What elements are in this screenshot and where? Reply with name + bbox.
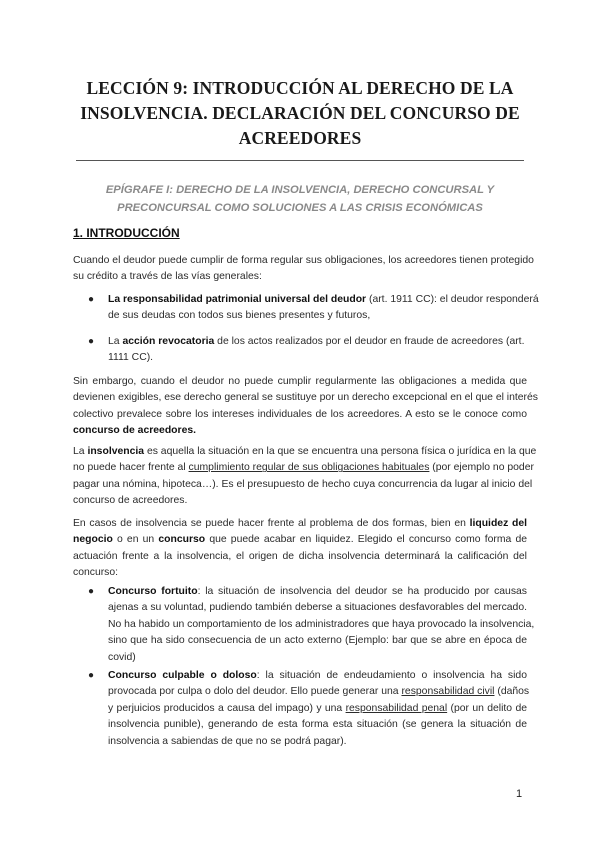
- paragraph-formas: [73, 516, 527, 582]
- bullet-dot: ●: [88, 586, 95, 597]
- text-fragment: : la situación de insolvencia del deudor se ha producido por causas: [197, 586, 528, 597]
- text-fragment: de los actos realizados por el deudor en fraude de acreedores (art.: [214, 336, 525, 347]
- list-item: [108, 292, 539, 325]
- text-line: de sus deudas con todos sus bienes presentes y futuros,: [108, 310, 371, 322]
- underlined-term: responsabilidad civil: [401, 686, 495, 698]
- bold-term: concurso: [158, 534, 206, 546]
- text-fragment: o en un: [112, 534, 159, 546]
- text-fragment: que puede acabar en liquidez. Elegido el concurso como forma de: [205, 534, 527, 546]
- bold-term: concurso de acreedores.: [73, 425, 197, 437]
- text-line: pagar una nómina, hipoteca…). Es el presupuesto de hecho cuya concurrencia da lugar al inicio del: [73, 478, 533, 490]
- text-line: devienen exigibles, ese derecho general se sustituye por un derecho excepcional en el que el interés: [73, 392, 538, 404]
- text-line: sino que ha sido consecuencia de un acto externo (Ejemplo: bar que se abre en época de: [108, 635, 527, 647]
- text-line: Cuando el deudor puede cumplir de forma regular sus obligaciones, los acreedores tienen protegido: [73, 255, 534, 266]
- text-line: 1111 CC).: [108, 352, 154, 364]
- text-line: insolvencia a sabiendas de que no se podrá pagar).: [108, 735, 347, 747]
- list-item: [108, 334, 527, 367]
- paragraph-intro: [73, 253, 534, 286]
- text-fragment: (por un delito de: [447, 702, 527, 714]
- text-line: concurso de acreedores.: [73, 495, 188, 507]
- bullet-dot: ●: [88, 294, 95, 305]
- bold-term: Concurso culpable o doloso: [108, 670, 257, 681]
- page-number: 1: [516, 788, 523, 800]
- bold-term: acción revocatoria: [122, 336, 215, 347]
- underlined-term: responsabilidad penal: [345, 702, 448, 714]
- bullet-dot: ●: [88, 670, 95, 681]
- text-line: insolvencia punible), generando de esta forma esta situación (se genera la situación de: [108, 719, 527, 731]
- text-fragment: En casos de insolvencia se puede hacer frente al problema de dos formas, bien en: [73, 518, 470, 529]
- text-fragment: (daños: [494, 686, 530, 698]
- list-item: [108, 668, 530, 750]
- text-line: su crédito a través de las vías generales:: [73, 271, 262, 283]
- title-line: ACREEDORES: [238, 128, 362, 148]
- text-line: concurso:: [73, 567, 119, 579]
- text-fragment: provocada por culpa o dolo del deudor. Ello puede generar una: [108, 686, 402, 698]
- bullet-dot: ●: [88, 336, 95, 347]
- text-fragment: y perjuicios producidos a causa del impago) y una: [108, 702, 346, 714]
- list-item: [108, 584, 535, 666]
- text-line: covid): [108, 651, 136, 663]
- text-line: Sin embargo, cuando el deudor no puede cumplir regularmente las obligaciones a medida que: [73, 376, 527, 387]
- bold-term: La responsabilidad patrimonial universal del deudor: [108, 294, 367, 305]
- text-line: ajenas a su voluntad, pudiendo también deberse a situaciones desfavorables del mercado.: [108, 602, 527, 614]
- paragraph-insolvencia: [73, 444, 537, 510]
- bold-term: liquidez del: [469, 518, 528, 529]
- text-fragment: : la situación de endeudamiento o insolvencia ha sido: [256, 670, 527, 681]
- bold-term: Concurso fortuito: [108, 586, 198, 597]
- text-line: actuación frente a la insolvencia, el origen de dicha insolvencia determinará la calificación del: [73, 550, 527, 562]
- bold-term: negocio: [73, 534, 113, 546]
- text-fragment: (art. 1911 CC): el deudor responderá: [366, 294, 539, 305]
- text-fragment: (por ejemplo no poder: [429, 462, 534, 474]
- text-fragment: La: [108, 336, 123, 347]
- text-line: colectivo prevalece sobre los intereses individuales de los acreedores. A esto se le conoce como: [73, 408, 527, 420]
- section-heading: 1. INTRODUCCIÓN: [73, 226, 180, 240]
- lesson-title: [60, 76, 540, 151]
- epigraph-heading: [90, 181, 510, 217]
- bold-term: insolvencia: [87, 446, 145, 457]
- title-divider: [76, 160, 524, 161]
- text-fragment: no puede hacer frente al: [73, 462, 189, 474]
- epigraph-line: PRECONCURSAL COMO SOLUCIONES A LAS CRISIS ECONÓMICAS: [117, 202, 483, 214]
- underlined-term: cumplimiento regular de sus obligaciones habituales: [188, 462, 430, 474]
- text-line: No ha habido un comportamiento de los administradores que haya provocado la insolvencia,: [108, 618, 535, 630]
- paragraph-concurso: [73, 374, 538, 440]
- epigraph-line: EPÍGRAFE I: DERECHO DE LA INSOLVENCIA, DERECHO CONCURSAL Y: [105, 184, 495, 196]
- text-fragment: La: [73, 446, 88, 457]
- title-line: LECCIÓN 9: INTRODUCCIÓN AL DERECHO DE LA: [86, 78, 514, 98]
- title-line: INSOLVENCIA. DECLARACIÓN DEL CONCURSO DE: [80, 103, 520, 123]
- text-fragment: es aquella la situación en la que se encuentra una persona física o jurídica en la que: [144, 446, 537, 457]
